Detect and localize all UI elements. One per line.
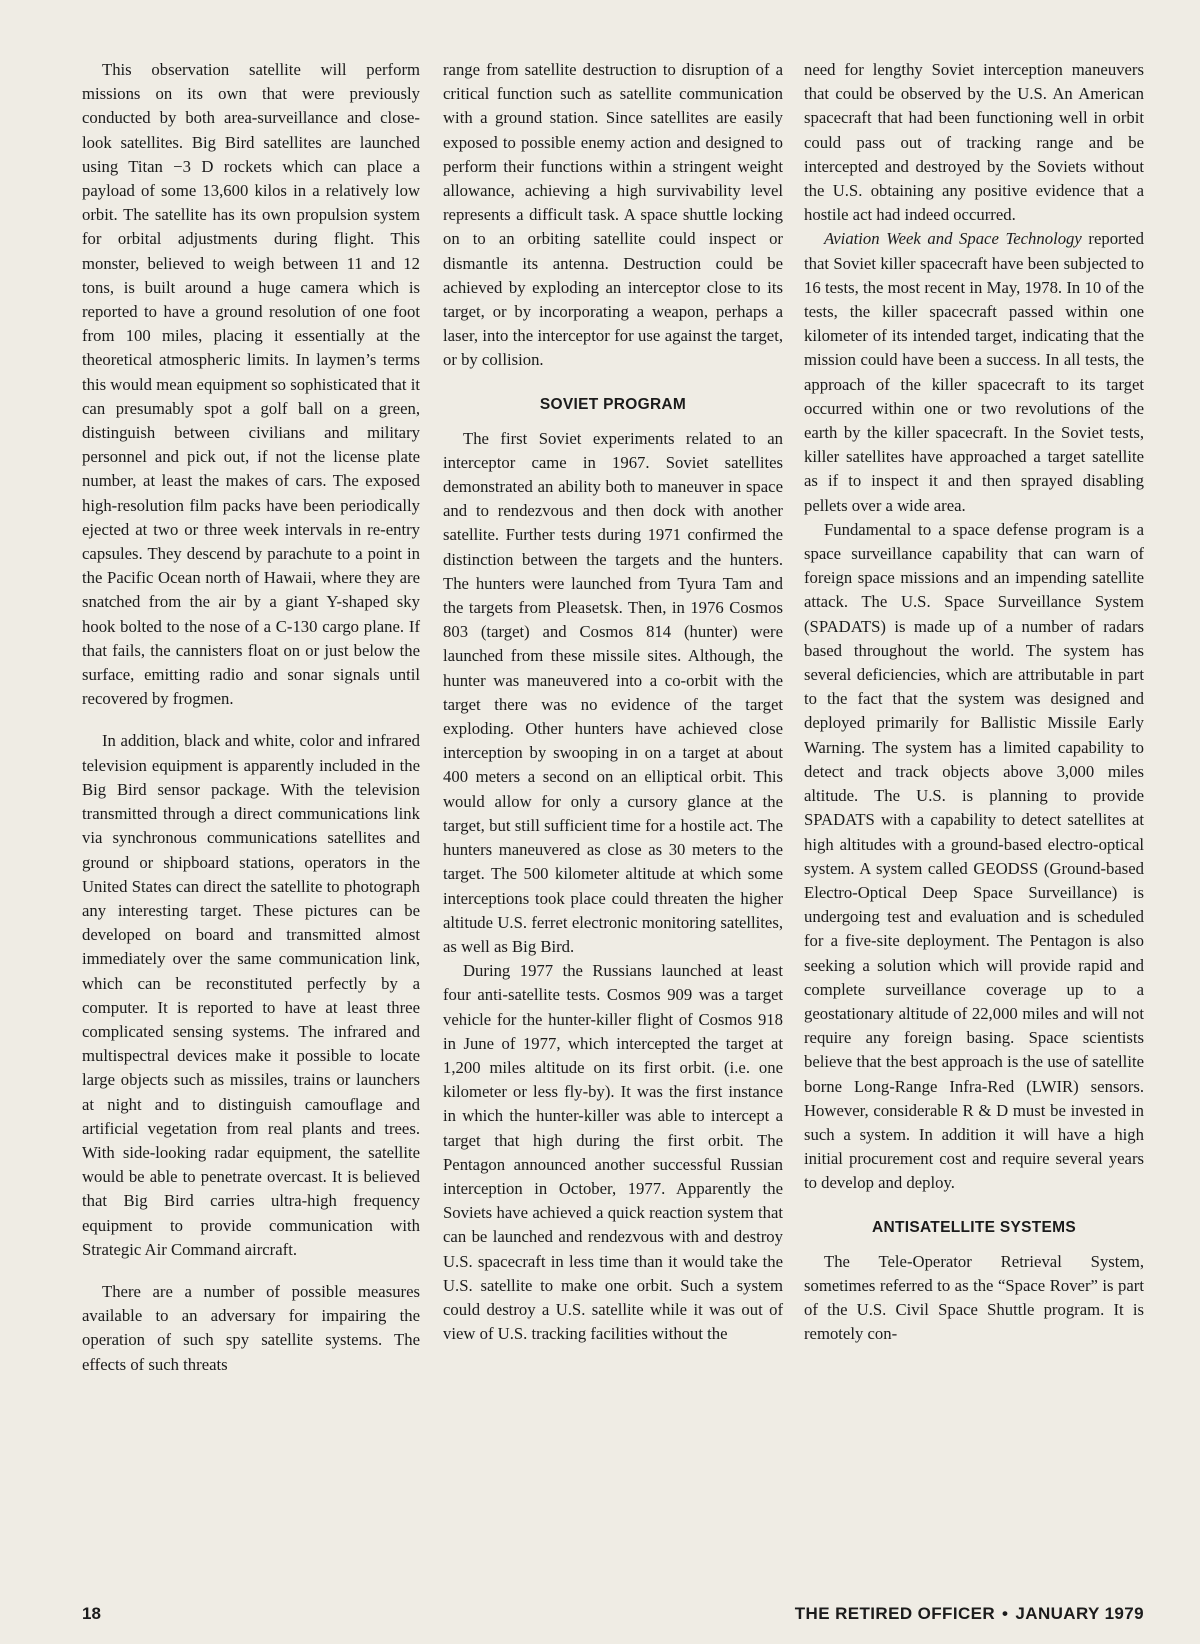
column-left bbox=[82, 58, 420, 1377]
paragraph-television-equipment: In addition, black and white, color and infrared television equipment is apparently included in the Big Bird sensor package. With the television transmitted through a direct communications link via synchronous communications satellites and ground or shipboard stations, operators in the United States can direct the satellite to photograph any interesting target. These pictures can be developed on board and transmitted almost immediately over the same communication link, which can be reconstituted perfectly by a computer. It is reported to have at least three complicated sensing systems. The infrared and multispectral devices make it possible to locate large objects such as missiles, trains or launchers at night and to distinguish camouflage and artificial vegetation from real plants and trees. With side-looking radar equipment, the satellite would be able to penetrate overcast. It is believed that Big Bird carries ultra-high frequency equipment to provide communication with Strategic Air Command aircraft. bbox=[82, 731, 420, 1259]
paragraph-countermeasures: There are a number of possible measures available to an adversary for impairing the operation of such spy satellite systems. The effects of such threats bbox=[82, 1281, 420, 1374]
paragraph-big-bird-overview: This observation satellite will perform missions on its own that were previously conducted by both area-surveillance and close-look satellites. Big Bird satellites are launched using Titan −3 D rockets which can place a payload of some 13,600 kilos in a relatively low orbit. The satellite has its own propulsion system for orbital adjustments during flight. This monster, believed to weigh between 11 and 12 tons, is built around a huge camera which is reported to have a ground resolution of one foot from 100 miles, placing it essentially at the theoretical atmospheric limits. In laymen’s terms this would mean equipment so sophisticated that it can presumably spot a golf ball on a green, distinguish between civilians and military personnel and pick out, if not the license plate number, at least the makes of cars. The exposed high-resolution film packs have been periodically ejected at two or three week intervals in re-entry capsules. They descend by parachute to a point in the Pacific Ocean north of Hawaii, where they are snatched from the air by a giant Y-shaped sky hook bolted to the nose of a C-130 cargo plane. If that fails, the cannisters float on or just below the surface, emitting radio and sonar signals until recovered by frogmen. bbox=[82, 60, 420, 709]
paragraph-aviation-week-text: reported that Soviet killer spacecraft have been subjected to 16 tests, the most recent in May, 1978. In 10 of the tests, the killer spacecraft passed within one kilometer of its intended target, indicating that the mission could have been a success. In all tests, the approach of the killer spacecraft to its target occurred within one or two revolutions of the earth by the killer spacecraft. In the Soviet tests, killer satellites have approached a target satellite as if to inspect it and then sprayed disabling pellets over a wide area. bbox=[804, 229, 1144, 515]
issue-date: JANUARY 1979 bbox=[1015, 1604, 1144, 1623]
bullet-separator: • bbox=[1002, 1604, 1009, 1623]
section-heading-antisatellite-systems: ANTISATELLITE SYSTEMS bbox=[871, 1218, 1077, 1236]
paragraph-soviet-experiments: The first Soviet experiments related to an interceptor came in 1967. Soviet satellites demonstrated an ability both to maneuver in space and to rendezvous and then dock with another satellite. Further tests during 1971 confirmed the distinction between the targets and the hunters. The hunters were launched from Tyura Tam and the targets from Pleasetsk. Then, in 1976 Cosmos 803 (target) and Cosmos 814 (hunter) were launched from these missile sites. Although, the hunter was maneuvered into a co-orbit with the target there was no evidence of the target exploding. Other hunters have achieved close interception by swooping in on a target at about 400 meters a second on an elliptical orbit. This would allow for only a cursory glance at the target, but still sufficient time for a hostile act. The hunters maneuvered as close as 30 meters to the target. The 500 kilometer altitude at which some interceptions took place could threaten the higher altitude U.S. ferret electronic monitoring satellites, as well as Big Bird. bbox=[443, 428, 783, 956]
column-middle bbox=[443, 58, 783, 1346]
publication-info bbox=[795, 1602, 1144, 1626]
publication-name: THE RETIRED OFFICER bbox=[794, 1604, 996, 1623]
page-footer bbox=[82, 1602, 1144, 1626]
paragraph-1977-tests: During 1977 the Russians launched at least four anti-satellite tests. Cosmos 909 was a target vehicle for the hunter-killer flight of Cosmos 918 in June of 1977, which intercepted the target at 1,200 miles altitude on its first orbit. (i.e. one kilometer or less fly-by). It was the first instance in which the hunter-killer was able to intercept a target that high during the first orbit. The Pentagon announced another successful Russian interception in October, 1977. Apparently the Soviets have achieved a quick reaction system that can be launched and rendezvous with and destroy U.S. spacecraft in less time than it would take the U.S. satellite to make one orbit. Such a system could destroy a U.S. satellite while it was out of view of U.S. tracking facilities without the bbox=[443, 961, 783, 1344]
paragraph-interception-continued: need for lengthy Soviet interception maneuvers that could be observed by the U.S. An American spacecraft that had been functioning well in orbit could pass out of tracking range and be intercepted and destroyed by the Soviets without the U.S. obtaining any positive evidence that a hostile act had indeed occurred. bbox=[804, 60, 1144, 225]
paragraph-tele-operator: The Tele-Operator Retrieval System, sometimes referred to as the “Space Rover” is part of the U.S. Civil Space Shuttle program. It is remotely con- bbox=[804, 1251, 1144, 1344]
paragraph-space-surveillance: Fundamental to a space defense program is a space surveillance capability that can warn of foreign space missions and an impending satellite attack. The U.S. Space Surveillance System (SPADATS) is made up of a number of radars based throughout the world. The system has several deficiencies, which are attributable in part to the fact that the system was designed and deployed primarily for Ballistic Missile Early Warning. The system has a limited capability to detect and track objects above 3,000 miles altitude. The U.S. is planning to provide SPADATS with a capability to detect satellites at high altitudes with a ground-based electro-optical system. A system called GEODSS (Ground-based Electro-Optical Deep Space Surveillance) is undergoing test and evaluation and is scheduled for a five-site deployment. The Pentagon is also seeking a solution which will provide rapid and complete surveillance coverage up to a geostationary altitude of 22,000 miles and will not require any foreign basing. Space scientists believe that the best approach is the use of satellite borne Long-Range Infra-Red (LWIR) sensors. However, considerable R & D must be invested in such a system. In addition it will have a high initial procurement cost and require several years to develop and deploy. bbox=[804, 519, 1144, 1193]
column-right bbox=[804, 58, 1144, 1346]
paragraph-threats-continued: range from satellite destruction to disruption of a critical function such as satellite communication with a ground station. Since satellites are easily exposed to possible enemy action and designed to perform their functions within a stringent weight allowance, achieving a high survivability level represents a difficult task. A space shuttle locking on to an orbiting satellite could inspect or dismantle its antenna. Destruction could be achieved by exploding an interceptor close to its target, or by incorporating a weapon, perhaps a laser, into the interceptor for use against the target, or by collision. bbox=[443, 60, 783, 370]
section-heading-soviet-program: SOVIET PROGRAM bbox=[539, 395, 687, 413]
page-number: 18 bbox=[82, 1604, 101, 1623]
paragraph-aviation-week bbox=[804, 227, 1144, 517]
publication-title-italic: Aviation Week and Space Technology bbox=[824, 229, 1082, 249]
